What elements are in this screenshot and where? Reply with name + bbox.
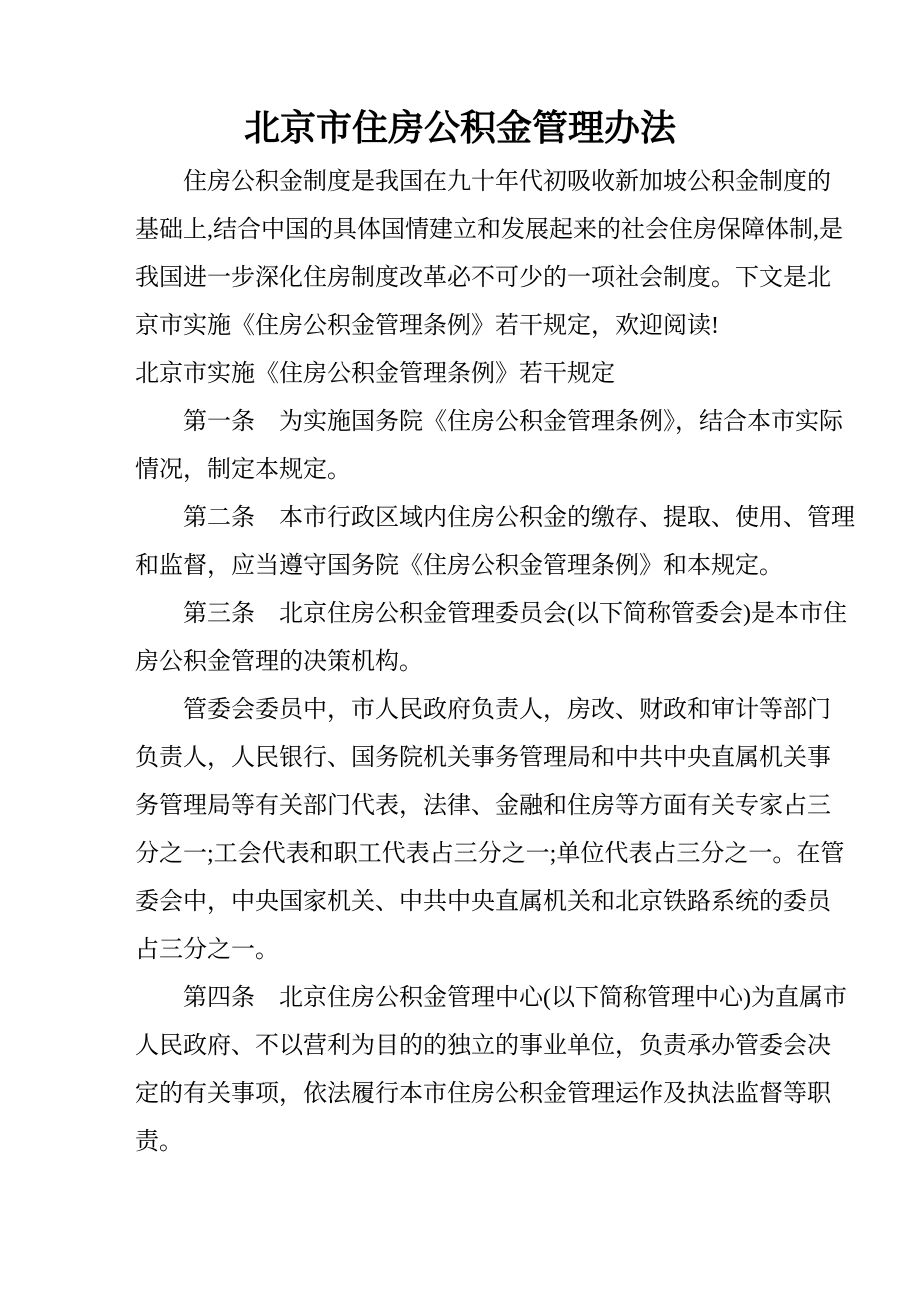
paragraph [135, 974, 847, 1166]
text-line: 北京市实施《住房公积金管理条例》若干规定 [135, 361, 615, 387]
text-line: 务管理局等有关部门代表，法律、金融和住房等方面有关专家占三 [135, 793, 831, 819]
text-line: 分之一;工会代表和职工代表占三分之一;单位代表占三分之一。在管 [135, 841, 845, 867]
text-line: 人民政府、不以营利为目的的独立的事业单位，负责承办管委会决 [135, 1033, 831, 1059]
text-line: 和监督，应当遵守国务院《住房公积金管理条例》和本规定。 [135, 553, 783, 579]
document-body [135, 158, 855, 1166]
paragraph [135, 686, 845, 974]
text-line: 第四条 北京住房公积金管理中心(以下简称管理中心)为直属市 [183, 985, 847, 1011]
document-title: 北京市住房公积金管理办法 [243, 108, 676, 148]
text-line: 第三条 北京住房公积金管理委员会(以下简称管委会)是本市住 [183, 601, 847, 627]
text-line: 负责人，人民银行、国务院机关事务管理局和中共中央直属机关事 [135, 745, 831, 771]
text-line: 房公积金管理的决策机构。 [135, 649, 423, 675]
paragraph [135, 494, 855, 590]
paragraph [135, 590, 847, 686]
text-line: 基础上,结合中国的具体国情建立和发展起来的社会住房保障体制,是 [135, 217, 843, 243]
paragraph [135, 158, 843, 350]
text-line: 我国进一步深化住房制度改革必不可少的一项社会制度。下文是北 [135, 265, 831, 291]
text-line: 占三分之一。 [135, 937, 279, 963]
text-line: 定的有关事项，依法履行本市住房公积金管理运作及执法监督等职 [135, 1081, 831, 1107]
paragraph [135, 398, 843, 494]
text-line: 第一条 为实施国务院《住房公积金管理条例》，结合本市实际 [183, 409, 843, 435]
text-line: 京市实施《住房公积金管理条例》若干规定，欢迎阅读! [135, 313, 719, 339]
text-line: 情况，制定本规定。 [135, 457, 351, 483]
paragraph [135, 350, 835, 398]
text-line: 委会中，中央国家机关、中共中央直属机关和北京铁路系统的委员 [135, 889, 831, 915]
text-line: 责。 [135, 1129, 183, 1155]
text-line: 管委会委员中，市人民政府负责人，房改、财政和审计等部门 [183, 697, 831, 723]
text-line: 第二条 本市行政区域内住房公积金的缴存、提取、使用、管理 [183, 505, 855, 531]
text-line: 住房公积金制度是我国在九十年代初吸收新加坡公积金制度的 [183, 169, 831, 195]
